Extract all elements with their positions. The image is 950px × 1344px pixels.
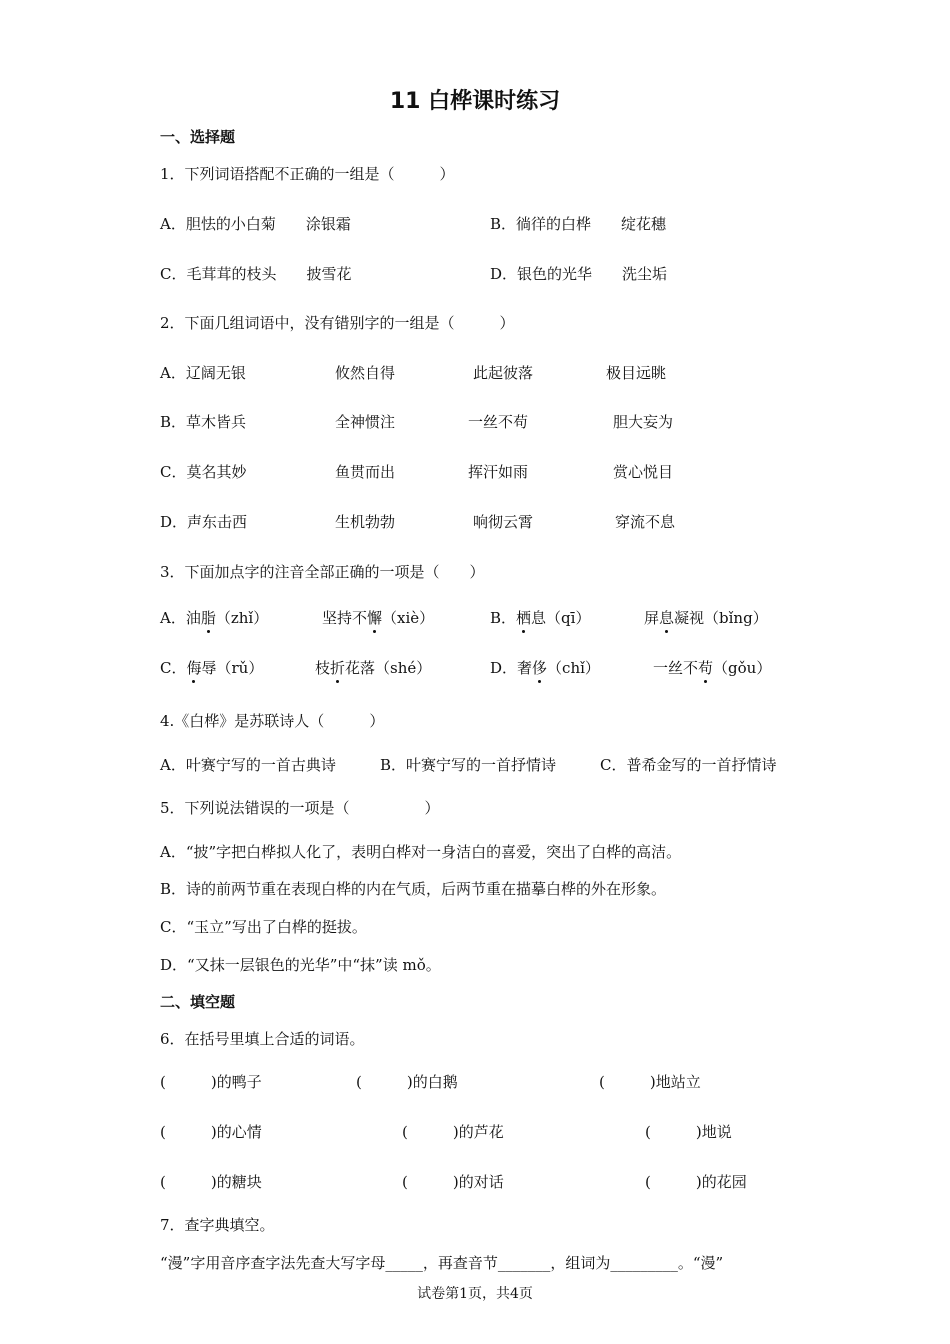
question-1-stem: 1．下列词语搭配不正确的一组是（ ） bbox=[160, 165, 455, 183]
emphasis-dot-char: 侈 bbox=[532, 659, 548, 677]
emphasis-dot-char: 懈 bbox=[367, 609, 383, 627]
section-heading-choice: 一、选择题 bbox=[160, 128, 236, 146]
question-4-stem: 4.《白桦》是苏联诗人（ ） bbox=[160, 712, 385, 730]
q6-blank-6: ( )地说 bbox=[645, 1123, 732, 1141]
q1-option-b: B．徜徉的白桦 绽花穗 bbox=[490, 215, 667, 233]
q3-option-a-item-1: A．油脂（zhǐ） bbox=[160, 609, 269, 627]
question-6-stem: 6．在括号里填上合适的词语。 bbox=[160, 1030, 365, 1048]
question-3-stem: 3．下面加点字的注音全部正确的一项是（ ） bbox=[160, 563, 485, 581]
emphasis-dot-char: 苟 bbox=[698, 659, 714, 677]
q5-option-c: C．“玉立”写出了白桦的挺拔。 bbox=[160, 918, 367, 936]
q6-blank-8: ( )的对话 bbox=[402, 1173, 504, 1191]
q3-option-c-item-1: C．侮辱（rǔ） bbox=[160, 659, 264, 677]
q3-option-b-item-2: 屏息凝视（bǐng） bbox=[644, 609, 768, 627]
q6-blank-5: ( )的芦花 bbox=[402, 1123, 504, 1141]
q6-blank-3: ( )地站立 bbox=[599, 1073, 701, 1091]
emphasis-dot-char: 息 bbox=[659, 609, 675, 627]
q2-option-d-word-4: 穿流不息 bbox=[615, 513, 676, 531]
q3-option-d-item-1: D．奢侈（chǐ） bbox=[490, 659, 600, 677]
q7-text: “漫”字用音序查字法先查大写字母_____，再查音节_______，组词为_________。“漫” bbox=[160, 1254, 724, 1272]
q2-option-a-word-3: 此起彼落 bbox=[473, 364, 534, 382]
section-heading-fill: 二、填空题 bbox=[160, 993, 236, 1011]
q6-blank-9: ( )的花园 bbox=[645, 1173, 747, 1191]
q2-option-d-word-2: 生机勃勃 bbox=[335, 513, 396, 531]
q4-option-a: A．叶赛宁写的一首古典诗 bbox=[160, 756, 336, 774]
q4-option-c: C．普希金写的一首抒情诗 bbox=[600, 756, 777, 774]
q2-option-c-word-4: 赏心悦目 bbox=[613, 463, 674, 481]
emphasis-dot-char: 脂 bbox=[200, 609, 216, 627]
q1-option-d: D．银色的光华 洗尘垢 bbox=[490, 265, 668, 283]
q2-option-c-word-3: 挥汗如雨 bbox=[468, 463, 529, 481]
q6-blank-1: ( )的鸭子 bbox=[160, 1073, 262, 1091]
q1-option-c: C．毛茸茸的枝头 披雪花 bbox=[160, 265, 352, 283]
q2-option-a-word-1: A．辽阔无银 bbox=[160, 364, 246, 382]
q6-blank-2: ( )的白鹅 bbox=[356, 1073, 458, 1091]
question-7-stem: 7．查字典填空。 bbox=[160, 1216, 275, 1234]
emphasis-dot-char: 栖 bbox=[516, 609, 532, 627]
emphasis-dot-char: 折 bbox=[330, 659, 346, 677]
q2-option-c-word-1: C．莫名其妙 bbox=[160, 463, 247, 481]
q3-option-d-item-2: 一丝不苟（gǒu） bbox=[653, 659, 772, 677]
q6-blank-4: ( )的心情 bbox=[160, 1123, 262, 1141]
q5-option-a: A．“披”字把白桦拟人化了，表明白桦对一身洁白的喜爱，突出了白桦的高洁。 bbox=[160, 843, 682, 861]
q2-option-b-word-3: 一丝不苟 bbox=[468, 413, 529, 431]
q5-option-d: D．“又抹一层银色的光华”中“抹”读 mǒ。 bbox=[160, 956, 441, 974]
question-2-stem: 2．下面几组词语中，没有错别字的一组是（ ） bbox=[160, 314, 515, 332]
q2-option-b-word-2: 全神惯注 bbox=[335, 413, 396, 431]
q2-option-a-word-4: 极目远眺 bbox=[606, 364, 667, 382]
q2-option-c-word-2: 鱼贯而出 bbox=[335, 463, 396, 481]
q6-blank-7: ( )的糖块 bbox=[160, 1173, 262, 1191]
q2-option-b-word-1: B．草木皆兵 bbox=[160, 413, 247, 431]
q1-option-a: A．胆怯的小白菊 涂银霜 bbox=[160, 215, 351, 233]
page-title: 11 白桦课时练习 bbox=[389, 89, 561, 114]
q2-option-d-word-1: D．声东击西 bbox=[160, 513, 248, 531]
q4-option-b: B．叶赛宁写的一首抒情诗 bbox=[380, 756, 557, 774]
emphasis-dot-char: 侮 bbox=[186, 659, 202, 677]
page-footer: 试卷第1页，共4页 bbox=[417, 1286, 533, 1302]
q5-option-b: B．诗的前两节重在表现白桦的内在气质，后两节重在描摹白桦的外在形象。 bbox=[160, 880, 667, 898]
q3-option-c-item-2: 枝折花落（shé） bbox=[315, 659, 432, 677]
q3-option-a-item-2: 坚持不懈（xiè） bbox=[322, 609, 435, 627]
q2-option-a-word-2: 攸然自得 bbox=[335, 364, 396, 382]
q2-option-b-word-4: 胆大妄为 bbox=[613, 413, 674, 431]
q3-option-b-item-1: B．栖息（qī） bbox=[490, 609, 591, 627]
q2-option-d-word-3: 响彻云霄 bbox=[473, 513, 534, 531]
question-5-stem: 5．下列说法错误的一项是（ ） bbox=[160, 799, 440, 817]
